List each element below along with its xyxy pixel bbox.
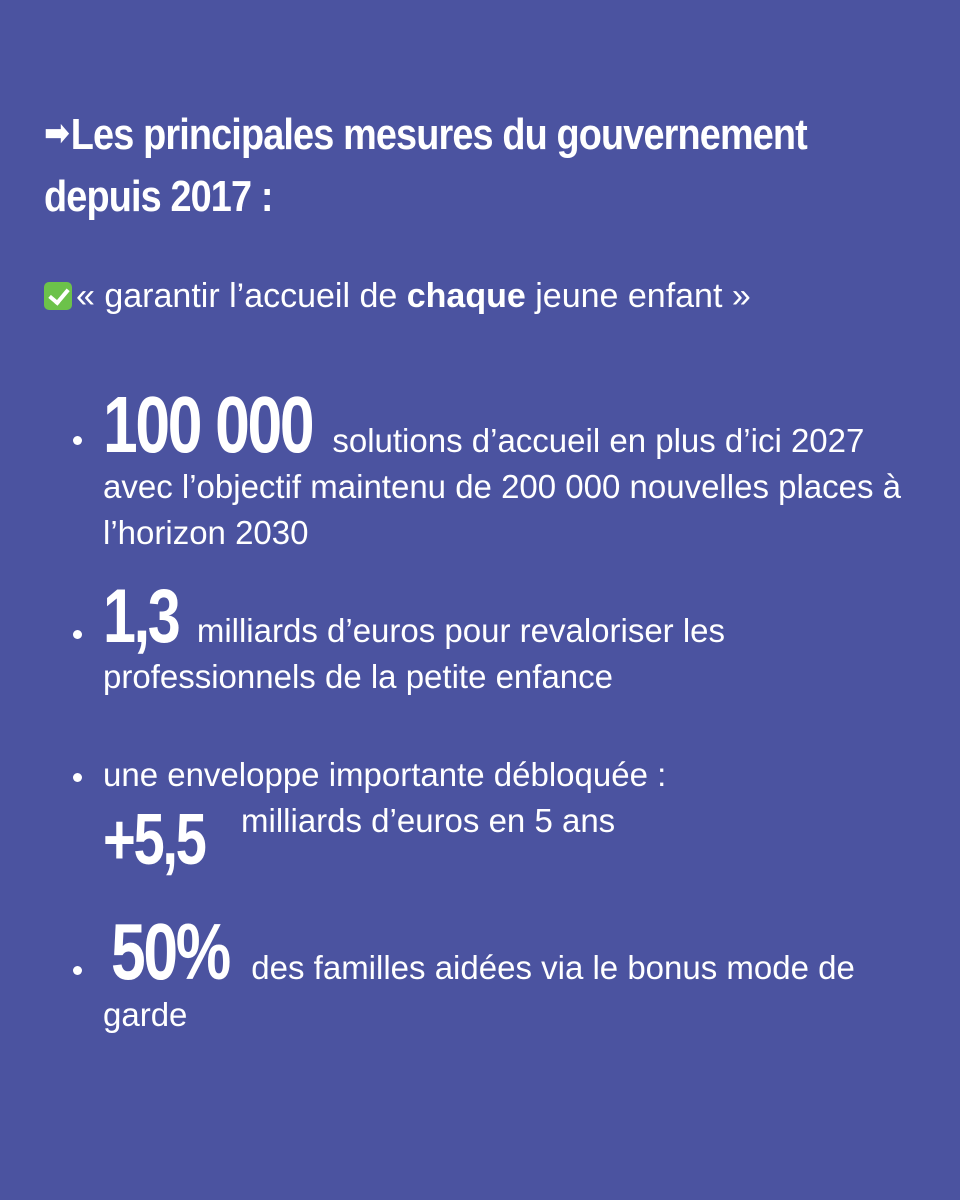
quote-before: « garantir l’accueil de	[76, 277, 407, 315]
key-figure: 50%	[111, 907, 229, 996]
item-text: solutions d’accueil en plus d’ici 2027 avec l’objectif maintenu de 200 000 nouvelles places à l’horizon 2030	[103, 422, 902, 551]
check-mark-icon	[44, 282, 72, 310]
bullet-icon	[73, 630, 82, 639]
bullet-icon	[73, 436, 82, 445]
list-item	[103, 574, 903, 700]
item-figure-line	[103, 798, 903, 880]
quote-line	[44, 272, 751, 320]
quote-bold: chaque	[406, 277, 526, 315]
key-figure: 100 000	[103, 380, 313, 469]
list-item	[103, 907, 903, 1038]
item-intro: une enveloppe importante débloquée :	[103, 756, 667, 793]
item-text: des familles aidées via le bonus mode de garde	[103, 949, 855, 1033]
title-line-2: depuis 2017 :	[44, 172, 273, 221]
title-line-1: Les principales mesures du gouvernement	[70, 110, 807, 159]
right-arrow-icon: ➡	[44, 112, 70, 153]
bullet-icon	[73, 773, 82, 782]
quote-after: jeune enfant »	[525, 277, 751, 315]
item-text: milliards d’euros en 5 ans	[241, 802, 616, 839]
list-item	[103, 752, 903, 880]
item-text: milliards d’euros pour revaloriser les professionnels de la petite enfance	[103, 612, 726, 695]
key-figure: 1,3	[103, 574, 179, 659]
list-item	[103, 380, 903, 556]
page-title	[44, 102, 904, 228]
bullet-icon	[73, 966, 82, 975]
key-figure: +5,5	[103, 800, 205, 880]
